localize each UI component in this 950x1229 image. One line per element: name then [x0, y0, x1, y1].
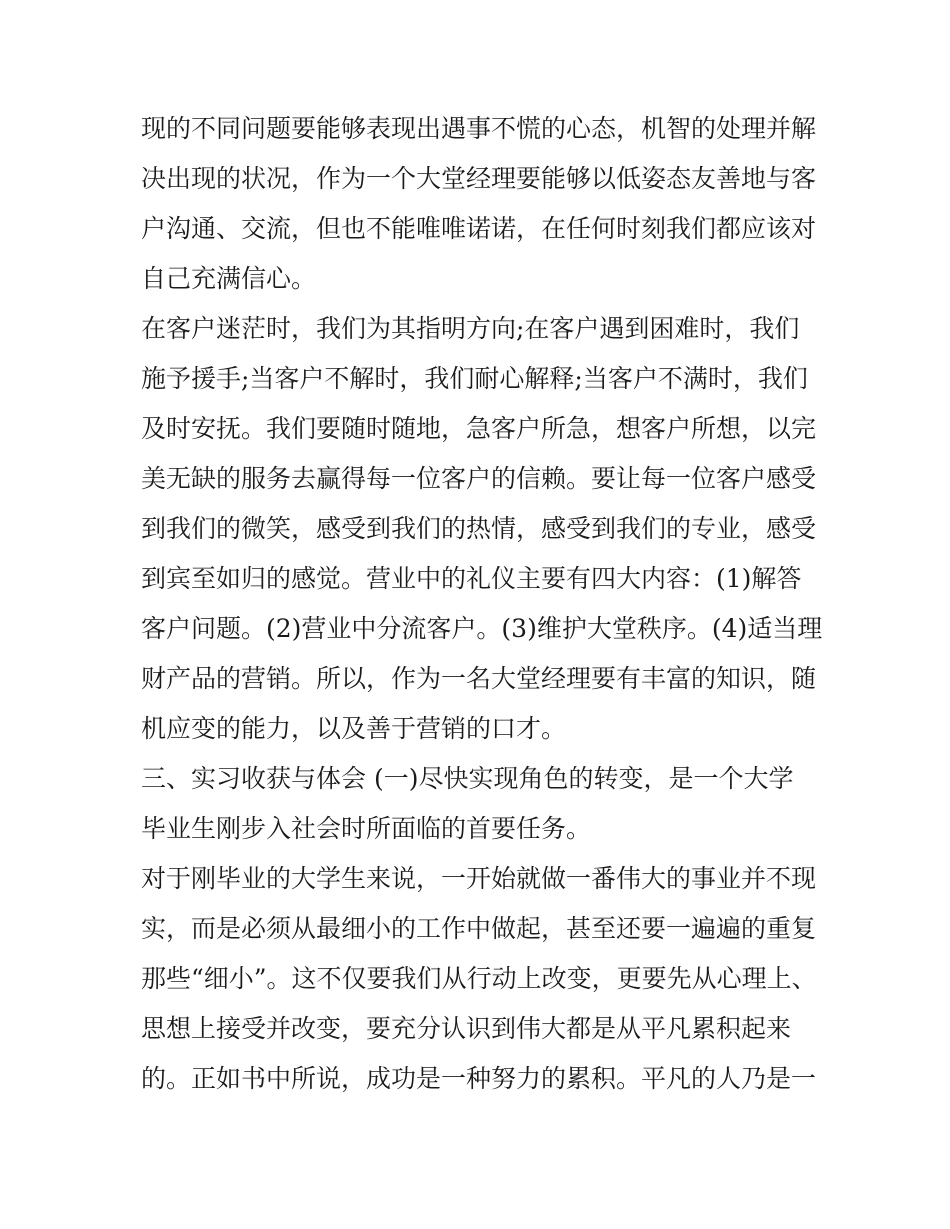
text-line: 到我们的微笑，感受到我们的热情，感受到我们的专业，感受 [141, 514, 817, 543]
text-line: 那些“细小”。这不仅要我们从行动上改变，更要先从心理上、 [141, 964, 817, 993]
text-line: 到宾至如归的感觉。营业中的礼仪主要有四大内容：(1)解答 [141, 564, 802, 593]
text-line: 机应变的能力，以及善于营销的口才。 [141, 714, 567, 743]
text-line: 美无缺的服务去赢得每一位客户的信赖。要让每一位客户感受 [141, 464, 817, 493]
text-line: 实，而是必须从最细小的工作中做起，甚至还要一遍遍的重复 [141, 914, 817, 943]
text-line: 对于刚毕业的大学生来说，一开始就做一番伟大的事业并不现 [141, 864, 817, 893]
text-line: 财产品的营销。所以，作为一名大堂经理要有丰富的知识，随 [141, 664, 817, 693]
text-line: 的。正如书中所说，成功是一种努力的累积。平凡的人乃是一 [141, 1064, 817, 1093]
text-line: 自己充满信心。 [141, 264, 317, 293]
text-line: 施予援手;当客户不解时，我们耐心解释;当客户不满时，我们 [141, 364, 808, 393]
text-line: 三、实习收获与体会 (一)尽快实现角色的转变，是一个大学 [141, 764, 794, 793]
body-text [141, 104, 821, 1104]
text-line: 决出现的状况，作为一个大堂经理要能够以低姿态友善地与客 [141, 164, 817, 193]
text-line: 思想上接受并改变，要充分认识到伟大都是从平凡累积起来 [141, 1014, 792, 1043]
text-line: 现的不同问题要能够表现出遇事不慌的心态，机智的处理并解 [141, 114, 817, 143]
text-line: 户沟通、交流，但也不能唯唯诺诺，在任何时刻我们都应该对 [141, 214, 817, 243]
text-line: 在客户迷茫时，我们为其指明方向;在客户遇到困难时，我们 [141, 314, 800, 343]
text-line: 客户问题。(2)营业中分流客户。(3)维护大堂秩序。(4)适当理 [141, 614, 823, 643]
text-line: 及时安抚。我们要随时随地，急客户所急，想客户所想，以完 [141, 414, 817, 443]
text-line: 毕业生刚步入社会时所面临的首要任务。 [141, 814, 592, 843]
